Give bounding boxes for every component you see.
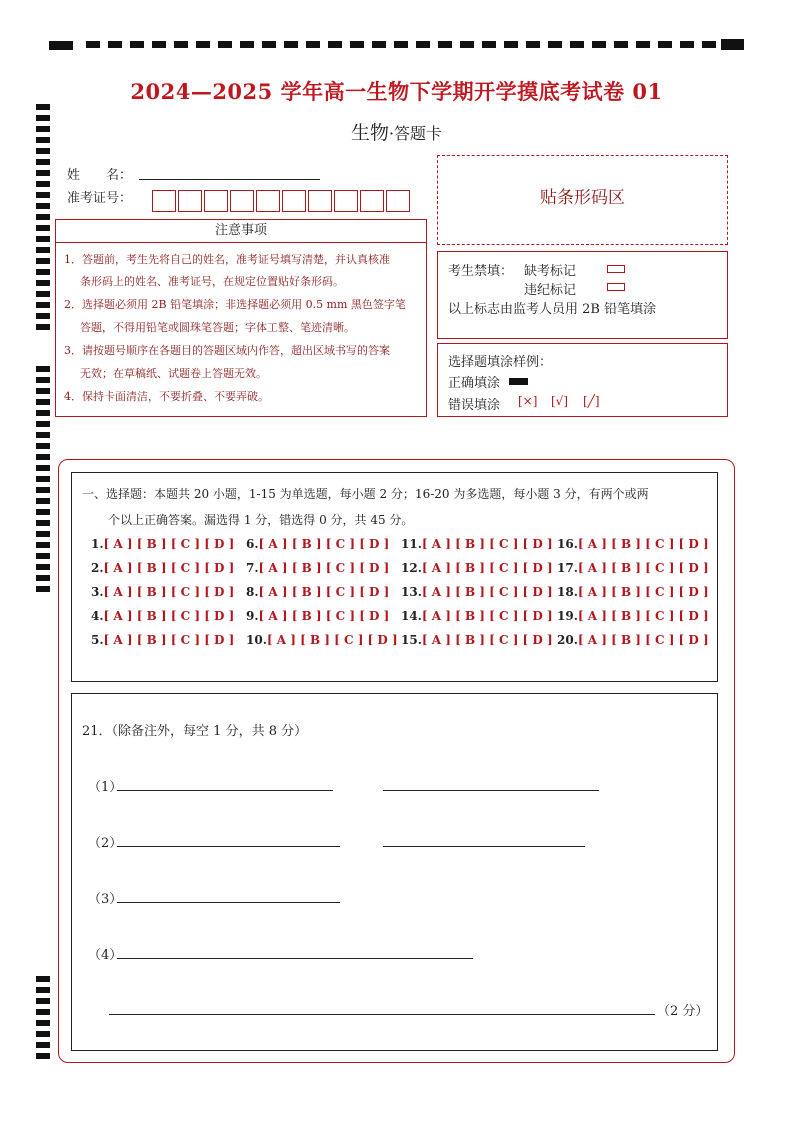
barcode-area xyxy=(437,155,728,245)
note-line: 4．保持卡面清洁，不要折叠、不要弄破。 xyxy=(64,390,269,403)
exam-id-box[interactable] xyxy=(256,190,280,212)
question-row[interactable]: 18.[ A ] [ B ] [ C ] [ D ] xyxy=(557,585,709,599)
answer-blank[interactable] xyxy=(117,902,340,903)
blank-label-3: （3） xyxy=(88,892,123,907)
exam-title: 2024—2025 学年高一生物下学期开学摸底考试卷 01 xyxy=(130,79,663,104)
notes-heading: 注意事项 xyxy=(56,220,426,243)
score-note: （2 分） xyxy=(657,1004,709,1019)
violation-mark-box[interactable] xyxy=(607,283,625,291)
question-row[interactable]: 15.[ A ] [ B ] [ C ] [ D ] xyxy=(401,633,553,647)
answer-blank[interactable] xyxy=(117,790,333,791)
question-row[interactable]: 16.[ A ] [ B ] [ C ] [ D ] xyxy=(557,537,709,551)
fill-example-box xyxy=(437,343,728,417)
question-row[interactable]: 3.[ A ] [ B ] [ C ] [ D ] xyxy=(91,585,235,599)
answer-blank-long[interactable] xyxy=(109,1014,655,1015)
exam-id-box[interactable] xyxy=(360,190,384,212)
question-row[interactable]: 17.[ A ] [ B ] [ C ] [ D ] xyxy=(557,561,709,575)
status-box xyxy=(437,251,728,339)
exam-id-box[interactable] xyxy=(308,190,332,212)
wrong-mark-cross: [×] xyxy=(518,394,538,408)
answer-blank[interactable] xyxy=(383,846,585,847)
exam-id-box[interactable] xyxy=(230,190,254,212)
question-21-section xyxy=(71,693,718,1051)
question-row[interactable]: 4.[ A ] [ B ] [ C ] [ D ] xyxy=(91,609,235,623)
status-note: 以上标志由监考人员用 2B 铅笔填涂 xyxy=(448,302,657,317)
blank-label-2: （2） xyxy=(88,836,123,851)
subject-label: 生物 xyxy=(350,122,389,144)
question-row[interactable]: 19.[ A ] [ B ] [ C ] [ D ] xyxy=(557,609,709,623)
absent-mark-label: 缺考标记 xyxy=(524,264,577,279)
name-field[interactable] xyxy=(139,179,320,180)
wrong-mark-check: [√] xyxy=(551,394,569,408)
status-label: 考生禁填： xyxy=(448,264,514,279)
question-row[interactable]: 2.[ A ] [ B ] [ C ] [ D ] xyxy=(91,561,235,575)
barcode-label: 贴条形码区 xyxy=(540,188,625,208)
name-label: 姓 名： xyxy=(67,168,133,183)
note-line: 条形码上的姓名、准考证号，在规定位置贴好条形码。 xyxy=(80,275,344,288)
note-line: 3．请按题号顺序在各题目的答题区域内作答，超出区域书写的答案 xyxy=(64,344,390,357)
note-line: 1．答题前，考生先将自己的姓名，准考证号填写清楚，并认真核准 xyxy=(64,253,390,266)
question-21-heading: 21．（除备注外，每空 1 分，共 8 分） xyxy=(82,724,308,739)
exam-id-box[interactable] xyxy=(178,190,202,212)
blank-label-1: （1） xyxy=(88,780,123,795)
violation-mark-label: 违纪标记 xyxy=(524,283,577,298)
exam-id-box[interactable] xyxy=(204,190,228,212)
choice-section xyxy=(71,472,718,682)
choice-instruction-1: 一、选择题：本题共 20 小题，1-15 为单选题，每小题 2 分；16-20 为多选题，每小题 3 分，有两个或两 xyxy=(82,487,649,501)
question-row[interactable]: 8.[ A ] [ B ] [ C ] [ D ] xyxy=(246,585,390,599)
wrong-mark-slash: [╱] xyxy=(583,394,600,408)
question-row[interactable]: 9.[ A ] [ B ] [ C ] [ D ] xyxy=(246,609,390,623)
card-subtitle xyxy=(0,118,793,145)
correct-fill-label: 正确填涂 xyxy=(448,376,501,391)
answer-blank[interactable] xyxy=(383,790,599,791)
exam-id-label: 准考证号： xyxy=(67,191,133,206)
question-row[interactable]: 12.[ A ] [ B ] [ C ] [ D ] xyxy=(401,561,553,575)
question-row[interactable]: 13.[ A ] [ B ] [ C ] [ D ] xyxy=(401,585,553,599)
note-line: 答题，不得用铅笔或圆珠笔答题；字体工整、笔迹清晰。 xyxy=(80,321,355,334)
question-row[interactable]: 14.[ A ] [ B ] [ C ] [ D ] xyxy=(401,609,553,623)
question-row[interactable]: 1.[ A ] [ B ] [ C ] [ D ] xyxy=(91,537,235,551)
note-line: 无效；在草稿纸、试题卷上答题无效。 xyxy=(80,367,267,380)
correct-fill-mark xyxy=(509,378,528,385)
absent-mark-box[interactable] xyxy=(607,265,625,273)
answer-blank[interactable] xyxy=(117,846,340,847)
answer-card-label: 答题卡 xyxy=(394,124,443,143)
blank-label-4: （4） xyxy=(88,948,123,963)
notes-box xyxy=(55,219,427,417)
exam-id-box[interactable] xyxy=(386,190,410,212)
question-row[interactable]: 20.[ A ] [ B ] [ C ] [ D ] xyxy=(557,633,709,647)
subtitle-separator: · xyxy=(388,124,395,143)
exam-id-box[interactable] xyxy=(282,190,306,212)
question-row[interactable]: 5.[ A ] [ B ] [ C ] [ D ] xyxy=(91,633,235,647)
exam-id-box[interactable] xyxy=(334,190,358,212)
question-row[interactable]: 6.[ A ] [ B ] [ C ] [ D ] xyxy=(246,537,390,551)
question-row[interactable]: 7.[ A ] [ B ] [ C ] [ D ] xyxy=(246,561,390,575)
answer-blank[interactable] xyxy=(117,958,473,959)
question-row[interactable]: 10.[ A ] [ B ] [ C ] [ D ] xyxy=(246,633,398,647)
question-row[interactable]: 11.[ A ] [ B ] [ C ] [ D ] xyxy=(401,537,553,551)
exam-id-box[interactable] xyxy=(152,190,176,212)
fill-example-label: 选择题填涂样例： xyxy=(448,355,553,370)
note-line: 2．选择题必须用 2B 铅笔填涂；非选择题必须用 0.5 mm 黑色签字笔 xyxy=(64,298,406,311)
choice-instruction-2: 个以上正确答案。漏选得 1 分，错选得 0 分，共 45 分。 xyxy=(108,513,414,527)
wrong-fill-label: 错误填涂 xyxy=(448,398,501,413)
